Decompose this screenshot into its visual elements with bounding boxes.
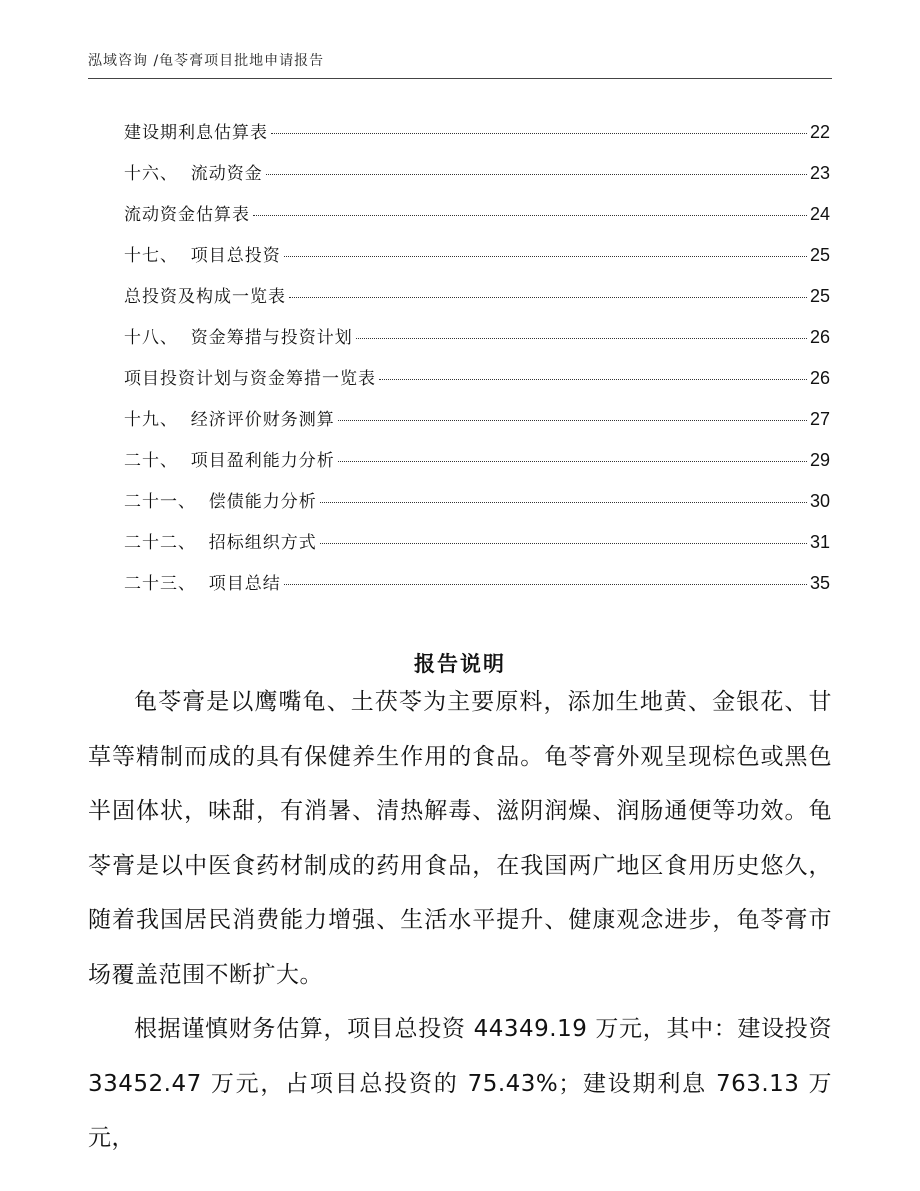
toc-entry-label: 十七、 项目总投资: [124, 246, 281, 266]
toc-entry-label: 二十、 项目盈利能力分析: [124, 451, 335, 471]
body-paragraph: 根据谨慎财务估算，项目总投资 44349.19 万元，其中：建设投资 33452.47 万元，占项目总投资的 75.43%；建设期利息 763.13 万元，: [88, 1016, 832, 1151]
header-divider: [88, 78, 832, 79]
toc-entry[interactable]: [124, 323, 830, 364]
page-header: 泓域咨询 /龟苓膏项目批地申请报告: [88, 53, 325, 69]
toc-entry[interactable]: [124, 118, 830, 159]
toc-leader-dots: [253, 215, 807, 216]
toc-entry-label: 十八、 资金筹措与投资计划: [124, 328, 353, 348]
toc-leader-dots: [284, 584, 807, 585]
toc-entry-page: 24: [809, 204, 830, 224]
toc-entry-label: 二十二、 招标组织方式: [124, 533, 317, 553]
toc-entry-label: 十六、 流动资金: [124, 164, 263, 184]
toc-entry-page: 29: [809, 450, 830, 470]
toc-entry-page: 23: [809, 163, 830, 183]
toc-entry-page: 35: [809, 573, 830, 593]
toc-leader-dots: [266, 174, 807, 175]
table-of-contents: [124, 118, 830, 610]
toc-entry-label: 二十一、 偿债能力分析: [124, 492, 317, 512]
toc-leader-dots: [356, 338, 807, 339]
toc-leader-dots: [379, 379, 807, 380]
toc-entry[interactable]: [124, 487, 830, 528]
toc-leader-dots: [289, 297, 807, 298]
toc-leader-dots: [338, 420, 807, 421]
toc-entry-label: 总投资及构成一览表: [124, 287, 286, 307]
toc-entry-label: 流动资金估算表: [124, 205, 250, 225]
body-paragraph: 龟苓膏是以鹰嘴龟、土茯苓为主要原料，添加生地黄、金银花、甘草等精制而成的具有保健养生作用的食品。龟苓膏外观呈现棕色或黑色半固体状，味甜，有消暑、清热解毒、滋阴润燥、润肠通便等功效。龟苓膏是以中医食药材制成的药用食品，在我国两广地区食用历史悠久，随着我国居民消费能力增强、生活水平提升、健康观念进步，龟苓膏市场覆盖范围不断扩大。: [88, 689, 832, 988]
toc-entry-label: 二十三、 项目总结: [124, 574, 281, 594]
toc-entry[interactable]: [124, 569, 830, 610]
toc-entry[interactable]: [124, 446, 830, 487]
toc-entry-page: 30: [809, 491, 830, 511]
toc-entry[interactable]: [124, 528, 830, 569]
toc-entry[interactable]: [124, 159, 830, 200]
toc-entry-page: 25: [809, 286, 830, 306]
toc-entry-page: 26: [809, 368, 830, 388]
toc-leader-dots: [320, 543, 807, 544]
toc-entry-label: 十九、 经济评价财务测算: [124, 410, 335, 430]
section-title: 报告说明: [414, 652, 506, 676]
toc-leader-dots: [271, 133, 807, 134]
toc-entry-label: 建设期利息估算表: [124, 123, 268, 143]
toc-leader-dots: [320, 502, 807, 503]
toc-entry[interactable]: [124, 241, 830, 282]
toc-entry-page: 31: [809, 532, 830, 552]
toc-entry-page: 25: [809, 245, 830, 265]
toc-entry[interactable]: [124, 200, 830, 241]
toc-entry[interactable]: [124, 364, 830, 405]
toc-entry-page: 27: [809, 409, 830, 429]
toc-entry-label: 项目投资计划与资金筹措一览表: [124, 369, 376, 389]
toc-leader-dots: [284, 256, 807, 257]
toc-entry-page: 22: [809, 122, 830, 142]
toc-leader-dots: [338, 461, 807, 462]
toc-entry[interactable]: [124, 282, 830, 323]
toc-entry-page: 26: [809, 327, 830, 347]
toc-entry[interactable]: [124, 405, 830, 446]
